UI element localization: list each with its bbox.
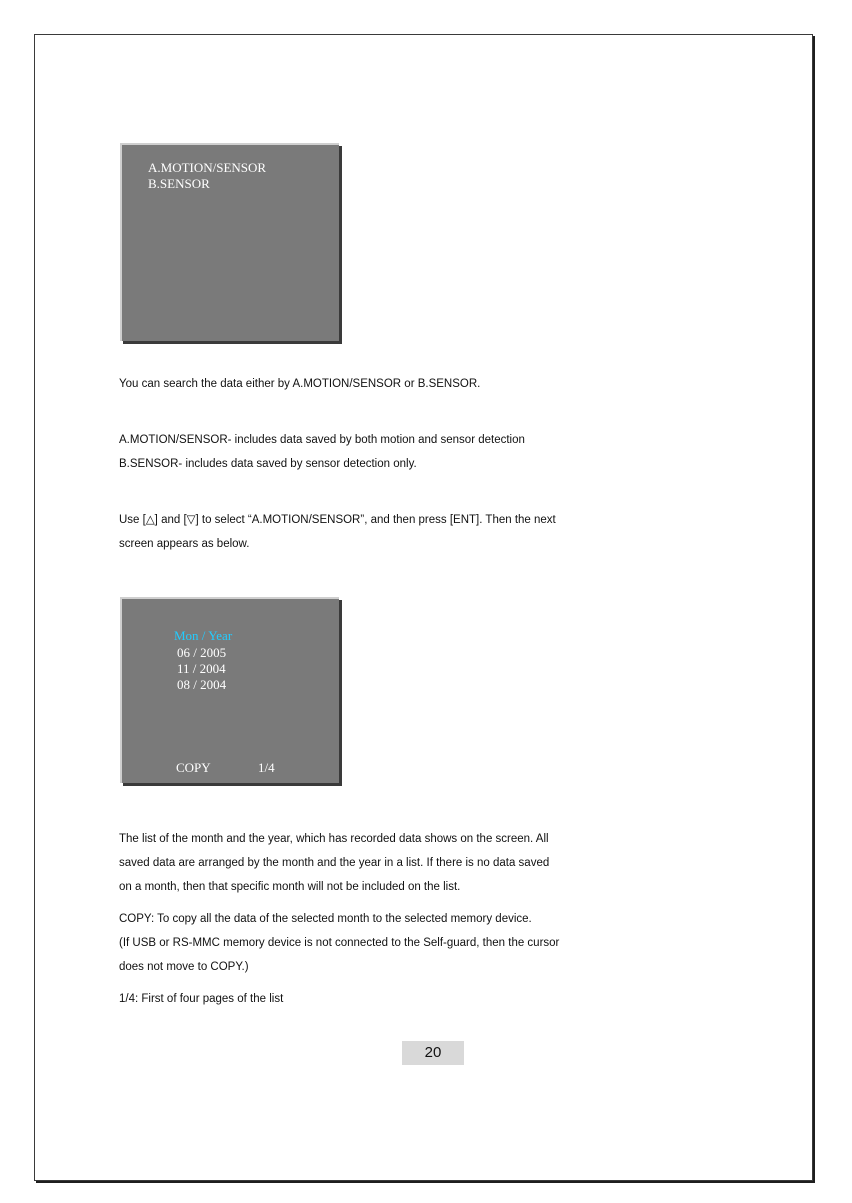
pages-note xyxy=(119,987,736,1011)
instruction-paragraph xyxy=(119,508,736,556)
list-item: 06 / 2005 xyxy=(177,645,227,660)
copy-explanation-line: COPY: To copy all the data of the selected month to the selected memory device. xyxy=(119,913,532,925)
instruction-line-2: screen appears as below. xyxy=(119,538,250,550)
copy-explanation xyxy=(119,907,736,979)
copy-explanation-line: does not move to COPY.) xyxy=(119,961,249,973)
list-explanation-line: saved data are arranged by the month and the year in a list. If there is no data saved xyxy=(119,857,550,869)
options-description xyxy=(119,428,736,476)
option-a-description: A.MOTION/SENSOR- includes data saved by both motion and sensor detection xyxy=(119,434,525,446)
instruction-line-1: Use [△] and [▽] to select “A.MOTION/SENSOR”, and then press [ENT]. Then the next xyxy=(119,514,556,526)
list-explanation xyxy=(119,827,736,899)
menu-option-motion-sensor: A.MOTION/SENSOR xyxy=(148,160,267,175)
search-description xyxy=(119,372,736,396)
search-text: You can search the data either by A.MOTION/SENSOR or B.SENSOR. xyxy=(119,378,481,390)
list-explanation-line: The list of the month and the year, which has recorded data shows on the screen. All xyxy=(119,833,549,845)
list-item: 08 / 2004 xyxy=(177,677,227,692)
option-b-description: B.SENSOR- includes data saved by sensor detection only. xyxy=(119,458,417,470)
page-number: 20 xyxy=(402,1041,464,1065)
menu-option-sensor: B.SENSOR xyxy=(148,176,210,191)
month-year-list-screen xyxy=(120,597,339,783)
list-explanation-line: on a month, then that specific month will not be included on the list. xyxy=(119,881,461,893)
copy-explanation-line: (If USB or RS-MMC memory device is not connected to the Self-guard, then the cursor xyxy=(119,937,560,949)
list-header: Mon / Year xyxy=(174,628,233,643)
pages-note-text: 1/4: First of four pages of the list xyxy=(119,993,284,1005)
page-indicator: 1/4 xyxy=(258,760,275,775)
sensor-menu-screen xyxy=(120,143,339,341)
copy-label: COPY xyxy=(176,760,211,775)
list-item: 11 / 2004 xyxy=(177,661,226,676)
